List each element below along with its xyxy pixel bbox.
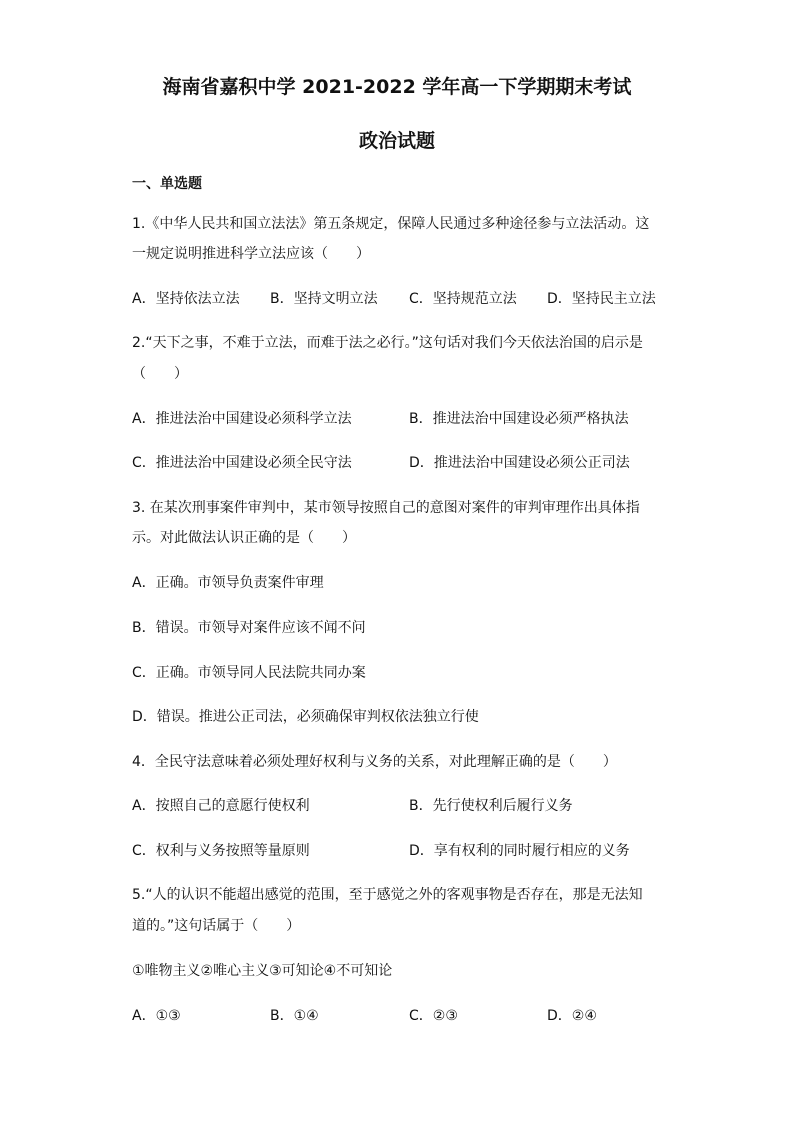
question-3-option-a: A．正确。市领导负责案件审理 [132, 575, 324, 591]
question-4-option-c: C．权利与义务按照等量原则 [132, 843, 310, 859]
exam-title: 海南省嘉积中学 2021-2022 学年高一下学期期末考试 [162, 76, 632, 98]
question-1-option-c: C．坚持规范立法 [409, 291, 517, 307]
question-5-option-b: B．①④ [270, 1008, 319, 1024]
question-4-option-a: A．按照自己的意愿行使权利 [132, 798, 310, 814]
question-4-option-b: B．先行使权利后履行义务 [409, 798, 573, 814]
question-1-option-d: D．坚持民主立法 [547, 291, 656, 307]
question-4-option-d: D．享有权利的同时履行相应的义务 [409, 843, 630, 859]
question-4-stem-line-1: 4．全民守法意味着必须处理好权利与义务的关系，对此理解正确的是（ ） [132, 754, 617, 770]
exam-subject: 政治试题 [358, 130, 435, 152]
question-3-option-b: B．错误。市领导对案件应该不闻不问 [132, 620, 366, 636]
question-1-stem-line-2: 一规定说明推进科学立法应该（ ） [132, 246, 370, 262]
question-2-option-c: C．推进法治中国建设必须全民守法 [132, 455, 352, 471]
question-1-option-b: B．坚持文明立法 [270, 291, 378, 307]
question-5-option-a: A．①③ [132, 1008, 181, 1024]
section-heading: 一、单选题 [132, 176, 202, 192]
question-2-stem-line-1: 2.“天下之事，不难于立法，而难于法之必行。”这句话对我们今天依法治国的启示是 [132, 335, 643, 351]
question-3-option-c: C．正确。市领导同人民法院共同办案 [132, 665, 366, 681]
question-3-stem-line-1: 3. 在某次刑事案件审判中，某市领导按照自己的意图对案件的审判审理作出具体指 [132, 500, 640, 516]
question-3-option-d: D．错误。推进公正司法，必须确保审判权依法独立行使 [132, 709, 479, 725]
question-5-option-c: C．②③ [409, 1008, 458, 1024]
question-1-stem-line-1: 1.《中华人民共和国立法法》第五条规定，保障人民通过多种途径参与立法活动。这 [132, 216, 650, 232]
question-2-stem-line-2: （ ） [132, 366, 188, 382]
question-5-statements: ①唯物主义②唯心主义③可知论④不可知论 [132, 963, 393, 979]
question-5-stem-line-2: 道的。”这句话属于（ ） [132, 918, 301, 934]
question-1-option-a: A．坚持依法立法 [132, 291, 240, 307]
question-5-stem-line-1: 5.“人的认识不能超出感觉的范围，至于感觉之外的客观事物是否存在，那是无法知 [132, 887, 643, 903]
question-2-option-b: B．推进法治中国建设必须严格执法 [409, 411, 629, 427]
question-2-option-d: D．推进法治中国建设必须公正司法 [409, 455, 630, 471]
question-5-option-d: D．②④ [547, 1008, 597, 1024]
question-3-stem-line-2: 示。对此做法认识正确的是（ ） [132, 530, 356, 546]
question-2-option-a: A．推进法治中国建设必须科学立法 [132, 411, 352, 427]
